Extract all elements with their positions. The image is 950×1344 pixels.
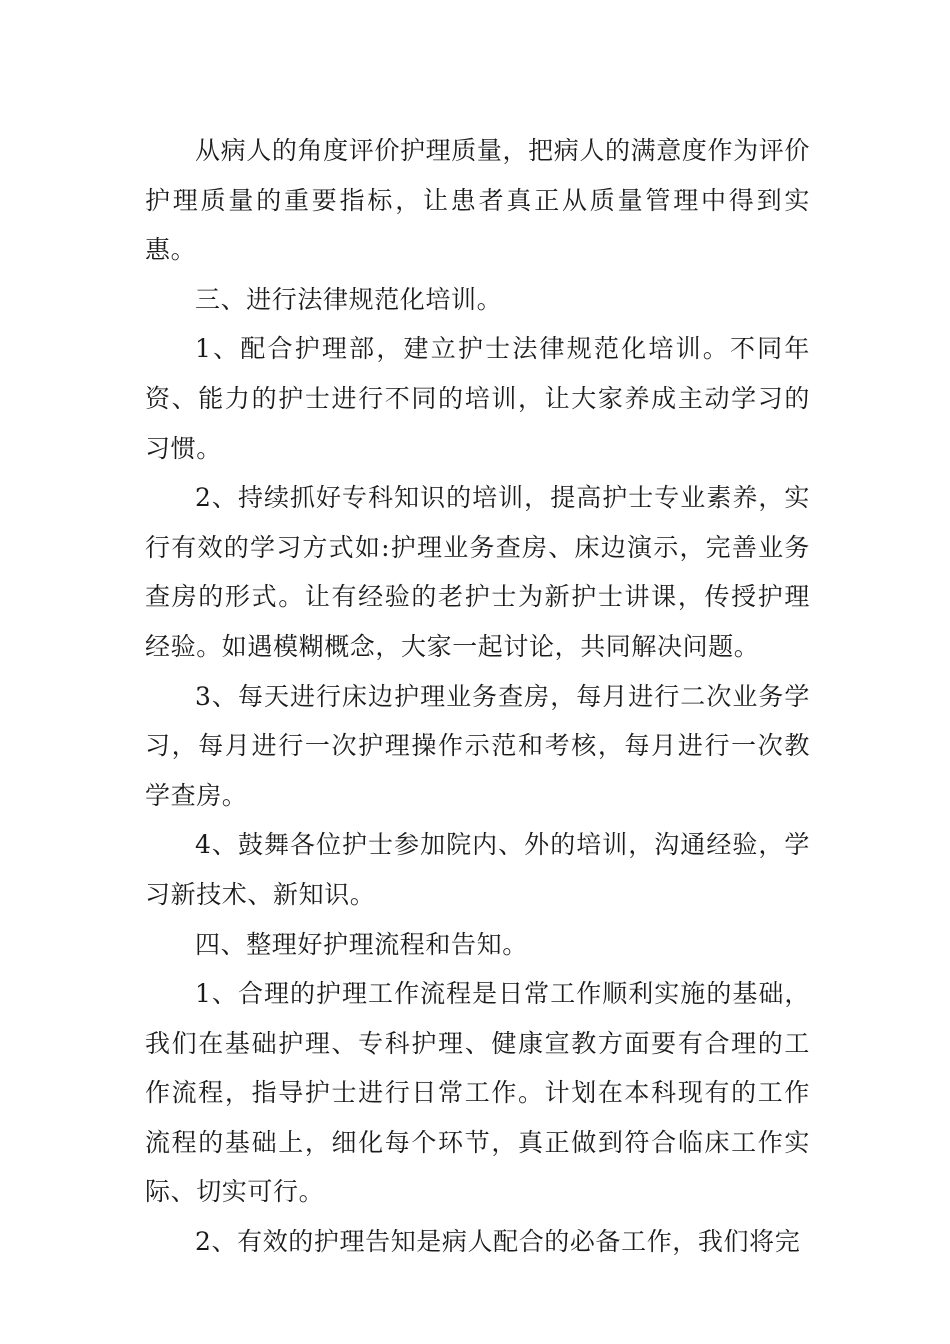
paragraph: 2、持续抓好专科知识的培训，提高护士专业素养，实行有效的学习方式如:护理业务查房、床边演示，完善业务查房的形式。让有经验的老护士为新护士讲课，传授护理经验。如遇模糊概念，大家一起讨论，共同解决问题。 bbox=[145, 483, 810, 661]
paragraph: 从病人的角度评价护理质量，把病人的满意度作为评价护理质量的重要指标，让患者真正从质量管理中得到实惠。 bbox=[145, 136, 810, 265]
section-heading: 四、整理好护理流程和告知。 bbox=[195, 929, 528, 959]
paragraph: 4、鼓舞各位护士参加院内、外的培训，沟通经验，学习新技术、新知识。 bbox=[145, 830, 810, 909]
paragraph: 1、配合护理部，建立护士法律规范化培训。不同年资、能力的护士进行不同的培训，让大家养成主动学习的习惯。 bbox=[145, 334, 810, 463]
section-heading: 三、进行法律规范化培训。 bbox=[195, 284, 503, 314]
document-body bbox=[145, 126, 810, 1267]
paragraph: 3、每天进行床边护理业务查房，每月进行二次业务学习，每月进行一次护理操作示范和考核，每月进行一次教学查房。 bbox=[145, 681, 810, 810]
paragraph: 1、合理的护理工作流程是日常工作顺利实施的基础，我们在基础护理、专科护理、健康宣教方面要有合理的工作流程，指导护士进行日常工作。计划在本科现有的工作流程的基础上，细化每个环节，真正做到符合临床工作实际、切实可行。 bbox=[145, 979, 810, 1207]
paragraph: 2、有效的护理告知是病人配合的必备工作，我们将完 bbox=[195, 1227, 801, 1257]
